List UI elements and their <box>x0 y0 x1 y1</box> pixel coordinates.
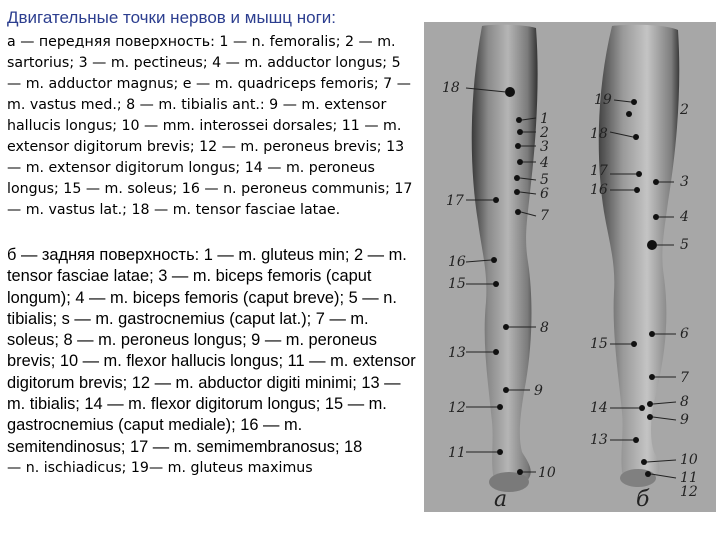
motor-point <box>636 171 642 177</box>
label-a-8: 8 <box>540 320 549 336</box>
label-a-6: 6 <box>540 186 549 202</box>
label-a-15: 15 <box>448 276 466 292</box>
page-title: Двигательные точки нервов и мышц ноги: <box>7 8 337 27</box>
leg-figure-svg <box>424 22 716 512</box>
motor-point <box>631 99 637 105</box>
motor-point <box>645 471 651 477</box>
motor-point <box>653 179 659 185</box>
label-b-19: 19 <box>594 92 612 108</box>
motor-point <box>517 159 523 165</box>
label-b-17: 17 <box>590 163 608 179</box>
motor-point <box>647 414 653 420</box>
motor-point <box>497 404 503 410</box>
label-b-8: 8 <box>680 394 689 410</box>
label-a-3: 3 <box>540 139 549 155</box>
motor-point <box>633 134 639 140</box>
label-b-3: 3 <box>680 174 689 190</box>
motor-point <box>503 324 509 330</box>
label-b-18: 18 <box>590 126 608 142</box>
caption-anterior <box>7 32 419 221</box>
motor-point <box>647 401 653 407</box>
motor-point <box>505 87 515 97</box>
motor-point <box>516 117 522 123</box>
leg-illustration <box>424 22 716 512</box>
label-a-5: 5 <box>540 172 549 188</box>
motor-point <box>517 129 523 135</box>
label-b-11: 11 <box>680 470 698 486</box>
label-a-1: 1 <box>540 111 549 127</box>
caption-posterior-text: б — задняя поверхность: 1 — m. gluteus min; 2 — m. tensor fasciae latae; 3 — m. biceps femoris (caput longum); 4 — m. biceps femoris (caput breve); 5 — n. tibialis; s — m. gastrocnemius (caput lat.); 7 — m. soleus; 8 — m. peroneus longus; 9 — m. peroneus brevis; 10 — m. flexor hallucis longus; 11 — m. extensor digitorum brevis; 12 — m. abductor digiti minimi; 13 — m. tibialis; 14 — m. flexor digitorum longus; 15 — m. gastrocnemius (caput mediale); 16 — m. semitendinosus; 17 — m. semimembranosus; 18 <box>7 246 416 456</box>
label-a-4: 4 <box>540 155 549 171</box>
motor-point <box>626 111 632 117</box>
label-b-7: 7 <box>680 370 689 386</box>
motor-point <box>515 209 521 215</box>
motor-point <box>493 281 499 287</box>
label-b-12: 12 <box>680 484 698 500</box>
label-a-16: 16 <box>448 254 466 270</box>
label-a-12: 12 <box>448 400 466 416</box>
foot-posterior <box>620 469 656 487</box>
view-label-a: а <box>494 487 508 512</box>
label-b-4: 4 <box>680 209 689 225</box>
label-b-9: 9 <box>680 412 689 428</box>
label-b-15: 15 <box>590 336 608 352</box>
motor-point <box>653 214 659 220</box>
label-b-6: 6 <box>680 326 689 342</box>
view-label-b: б <box>636 487 650 512</box>
label-b-2: 2 <box>680 102 689 118</box>
motor-point <box>497 449 503 455</box>
label-b-5: 5 <box>680 237 689 253</box>
motor-point <box>491 257 497 263</box>
motor-point <box>633 437 639 443</box>
motor-point <box>647 240 657 250</box>
motor-point <box>649 374 655 380</box>
label-a-2: 2 <box>540 125 549 141</box>
motor-point <box>641 459 647 465</box>
motor-point <box>514 175 520 181</box>
motor-point <box>503 387 509 393</box>
caption-anterior-text: а — передняя поверхность: 1 — n. femoralis; 2 — m. sartorius; 3 — m. pectineus; 4 — m. adductor longus; 5 — m. adductor magnus; е — m. quadriceps femoris; 7 — m. vastus med.; 8 — m. tibialis ant.: 9 — m. extensor hallucis longus; 10 — mm. interossei dorsales; 11 — m. extensor digitorum brevis; 12 — m. peroneus brevis; 13 — m. extensor digitorum longus; 14 — m. peroneus longus; 15 — m. soleus; 16 — n. peroneus communis; 17 — m. vastus lat.; 18 — m. tensor fasciae latae. <box>7 34 413 218</box>
label-b-14: 14 <box>590 400 608 416</box>
motor-point <box>515 143 521 149</box>
label-a-11: 11 <box>448 445 466 461</box>
motor-point <box>493 349 499 355</box>
label-a-17: 17 <box>446 193 464 209</box>
caption-posterior-tail: — n. ischiadicus; 19— m. gluteus maximus <box>7 459 313 476</box>
label-b-13: 13 <box>590 432 608 448</box>
motor-point <box>493 197 499 203</box>
motor-point <box>631 341 637 347</box>
label-a-9: 9 <box>534 383 543 399</box>
label-a-13: 13 <box>448 345 466 361</box>
label-b-16: 16 <box>590 182 608 198</box>
motor-point <box>517 469 523 475</box>
motor-point <box>634 187 640 193</box>
motor-point <box>639 405 645 411</box>
motor-point <box>514 189 520 195</box>
caption-posterior <box>7 245 419 479</box>
label-a-10: 10 <box>538 465 556 481</box>
label-a-18: 18 <box>442 80 460 96</box>
label-b-10: 10 <box>680 452 698 468</box>
label-a-7: 7 <box>540 208 549 224</box>
motor-point <box>649 331 655 337</box>
